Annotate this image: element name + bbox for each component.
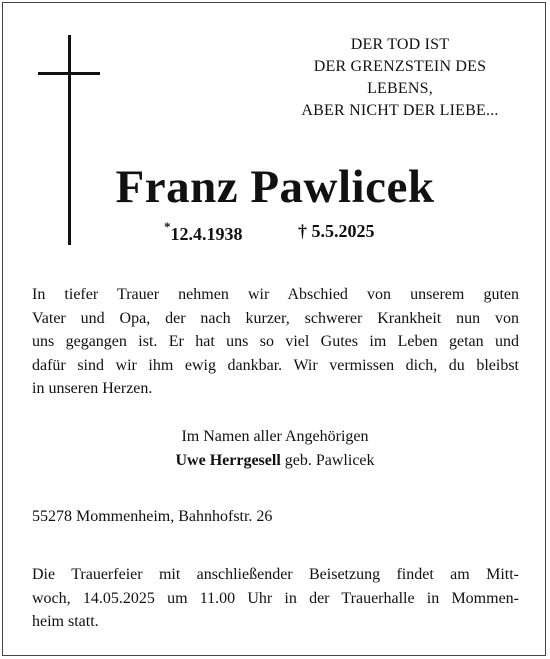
death-date-block	[298, 221, 375, 242]
signer-note: geb. Pawlicek	[284, 451, 375, 469]
ceremony-line: Die Trauerfeier mit anschließender Beisetzung findet am Mitt-	[32, 566, 519, 583]
message-line: in unseren Herzen.	[32, 380, 153, 397]
cross-horizontal-bar	[38, 72, 100, 75]
signature-line	[0, 449, 550, 473]
message-line: uns gegangen ist. Er hat uns so viel Gutes im Leben getan und	[32, 333, 519, 350]
address: 55278 Mommenheim, Bahnhofstr. 26	[32, 508, 273, 525]
motto-line: ABER NICHT DER LIEBE...	[301, 102, 499, 119]
motto-line: LEBENS,	[367, 80, 433, 97]
birth-date-block	[164, 221, 243, 245]
deceased-name: Franz Pawlicek	[115, 161, 435, 213]
signature-intro: Im Namen aller Angehörigen	[181, 428, 369, 445]
ceremony-info	[32, 563, 519, 634]
motto-quote	[240, 34, 550, 122]
mourning-message	[32, 283, 519, 401]
ceremony-line: heim statt.	[32, 613, 99, 630]
death-date: 5.5.2025	[311, 221, 375, 241]
motto-line: DER GRENZSTEIN DES	[313, 58, 487, 75]
signer-name: Uwe Herrgesell	[175, 451, 281, 469]
message-line: dafür sind wir ihm ewig dankbar. Wir vermissen dich, du bleibst	[32, 356, 519, 374]
message-line: Vater und Opa, der nach kurzer, schwerer Krankheit nun von	[32, 309, 519, 327]
message-line: In tiefer Trauer nehmen wir Abschied von unserem guten	[32, 286, 519, 303]
birth-date: 12.4.1938	[170, 224, 243, 244]
signature-block	[0, 425, 550, 472]
ceremony-line: woch, 14.05.2025 um 11.00 Uhr in der Trauerhalle in Mommen-	[32, 589, 519, 607]
birth-symbol: *	[164, 219, 171, 234]
motto-line: DER TOD IST	[350, 36, 450, 53]
death-symbol: †	[298, 221, 307, 241]
